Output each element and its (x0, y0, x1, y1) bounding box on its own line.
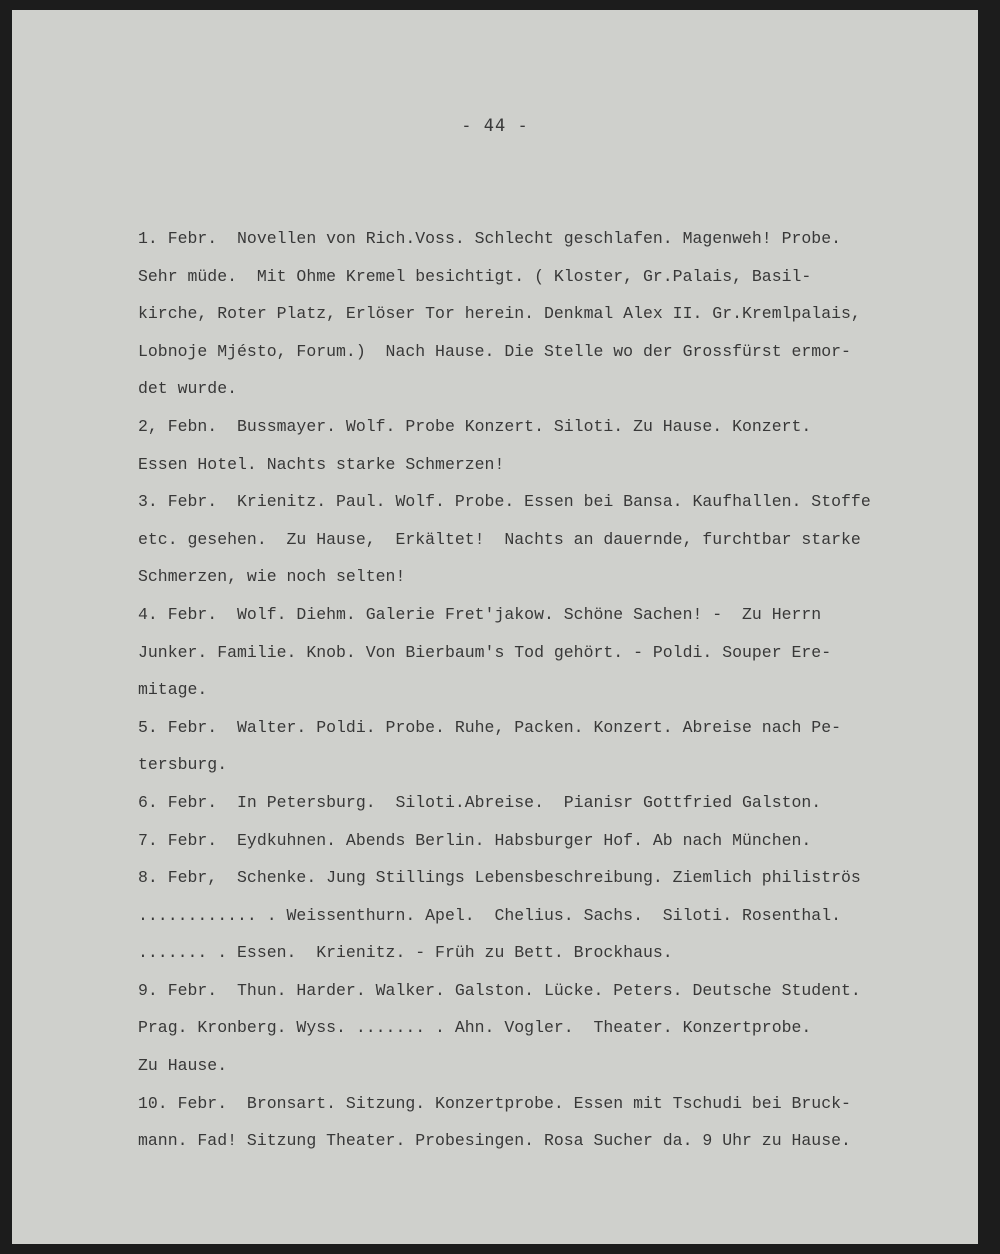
text-line: Zu Hause. (138, 1056, 228, 1076)
text-line: Junker. Familie. Knob. Von Bierbaum's Tod gehört. - Poldi. Souper Ere- (138, 642, 832, 662)
text-line: 6. Febr. In Petersburg. Siloti.Abreise. Pianisr Gottfried Galston. (138, 792, 822, 812)
text-line: 7. Febr. Eydkuhnen. Abends Berlin. Habsburger Hof. Ab nach München. (138, 830, 812, 850)
text-line: 9. Febr. Thun. Harder. Walker. Galston. Lücke. Peters. Deutsche Student. (138, 980, 861, 1000)
text-line: Sehr müde. Mit Ohme Kremel besichtigt. ( Kloster, Gr.Palais, Basil- (138, 266, 812, 286)
text-line: 2, Febn. Bussmayer. Wolf. Probe Konzert. Siloti. Zu Hause. Konzert. (138, 416, 812, 436)
text-line: mann. Fad! Sitzung Theater. Probesingen. Rosa Sucher da. 9 Uhr zu Hause. (138, 1131, 851, 1151)
text-line: 4. Febr. Wolf. Diehm. Galerie Fret'jakow. Schöne Sachen! - Zu Herrn (138, 604, 822, 624)
text-line: det wurde. (138, 379, 238, 399)
text-line: kirche, Roter Platz, Erlöser Tor herein. Denkmal Alex II. Gr.Kremlpalais, (138, 304, 861, 324)
text-line: Prag. Kronberg. Wyss. ....... . Ahn. Vogler. Theater. Konzertprobe. (138, 1018, 812, 1038)
text-line: tersburg. (138, 755, 228, 775)
text-line: 5. Febr. Walter. Poldi. Probe. Ruhe, Packen. Konzert. Abreise nach Pe- (138, 717, 842, 737)
diary-text (138, 220, 968, 1160)
document-page (12, 10, 978, 1244)
text-line: 1. Febr. Novellen von Rich.Voss. Schlecht geschlafen. Magenweh! Probe. (138, 229, 842, 248)
text-line: ............ . Weissenthurn. Apel. Chelius. Sachs. Siloti. Rosenthal. (138, 905, 842, 925)
text-line: 3. Febr. Krienitz. Paul. Wolf. Probe. Essen bei Bansa. Kaufhallen. Stoffe (138, 492, 871, 512)
text-line: etc. gesehen. Zu Hause, Erkältet! Nachts an dauernde, furchtbar starke (138, 529, 861, 549)
text-line: Lobnoje Mjésto, Forum.) Nach Hause. Die Stelle wo der Grossfürst ermor- (138, 341, 851, 361)
text-line: 10. Febr. Bronsart. Sitzung. Konzertprobe. Essen mit Tschudi bei Bruck- (138, 1093, 851, 1113)
text-line: mitage. (138, 680, 208, 700)
text-line: 8. Febr, Schenke. Jung Stillings Lebensbeschreibung. Ziemlich philiströs (138, 868, 861, 888)
text-line: Essen Hotel. Nachts starke Schmerzen! (138, 454, 505, 474)
text-line: Schmerzen, wie noch selten! (138, 567, 406, 587)
text-line: ....... . Essen. Krienitz. - Früh zu Bett. Brockhaus. (138, 943, 673, 963)
page-number: - 44 - (461, 116, 529, 136)
